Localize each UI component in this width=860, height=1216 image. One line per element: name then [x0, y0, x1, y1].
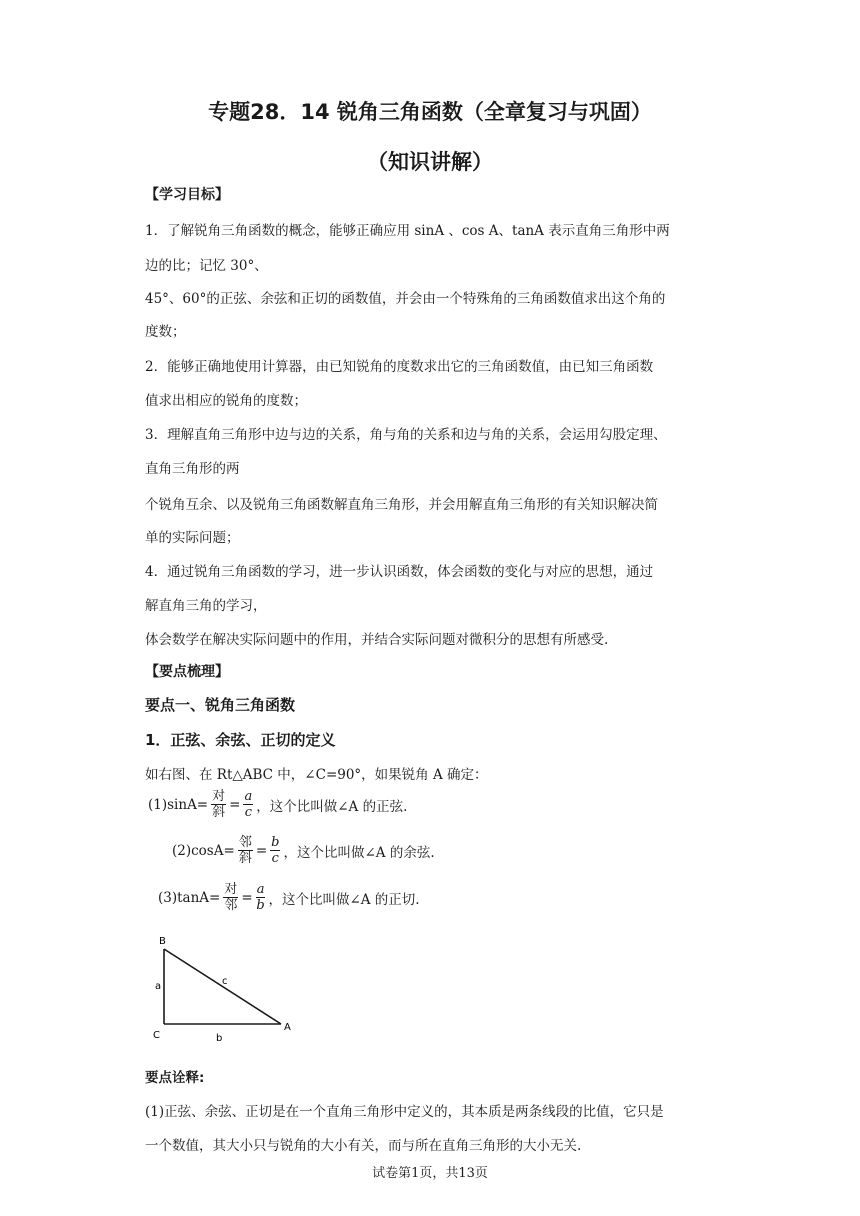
denominator: c	[271, 851, 279, 866]
objective-line: 体会数学在解决实际问题中的作用，并结合实际问题对微积分的思想有所感受.	[145, 632, 609, 648]
document-subtitle: （知识讲解）	[367, 150, 493, 174]
objective-line: 3．理解直角三角形中边与边的关系，角与角的关系和边与角的关系，会运用勾股定理、	[145, 427, 667, 443]
word-fraction	[238, 835, 253, 866]
numerator: 邻	[238, 835, 252, 850]
objectives-heading: 【学习目标】	[145, 187, 229, 203]
document-title: 专题28．14 锐角三角函数（全章复习与巩固）	[208, 100, 652, 124]
right-triangle-figure	[145, 930, 305, 1045]
numerator: b	[271, 835, 280, 850]
vertex-b-label: B	[159, 936, 166, 947]
numerator: a	[244, 789, 253, 804]
letter-fraction	[256, 882, 266, 913]
formula-prefix: (2)cosA=	[172, 842, 235, 859]
keypoint-1-heading: 要点一、锐角三角函数	[145, 696, 296, 714]
vertex-c-label: C	[153, 1030, 160, 1041]
denominator: 斜	[212, 805, 226, 820]
objective-line: 解直角三角的学习，	[145, 598, 267, 614]
equals-sign: =	[255, 842, 268, 859]
objective-line: 2．能够正确地使用计算器，由已知锐角的度数求出它的三角函数值，由已知三角函数	[145, 359, 654, 375]
side-c-label: c	[222, 976, 228, 987]
letter-fraction	[270, 835, 280, 866]
objective-line: 4．通过锐角三角函数的学习，进一步认识函数，体会函数的变化与对应的思想，通过	[145, 564, 654, 580]
vertex-a-label: A	[284, 1022, 291, 1033]
page-footer: 试卷第1页，共13页	[372, 1166, 488, 1181]
definition-intro: 如右图、在 Rt△ABC 中，∠C=90°，如果锐角 A 确定：	[145, 767, 488, 783]
denominator: 邻	[224, 898, 238, 913]
formula-suffix: ，这个比叫做∠A 的余弦.	[283, 844, 435, 861]
cosine-formula	[172, 835, 435, 866]
denominator: b	[256, 898, 265, 913]
formula-prefix: (3)tanA=	[158, 889, 221, 906]
tangent-formula	[158, 882, 420, 913]
objective-line: 直角三角形的两	[145, 461, 240, 477]
numerator: 对	[224, 882, 238, 897]
word-fraction	[223, 882, 238, 913]
denominator: 斜	[238, 851, 252, 866]
objective-line: 1．了解锐角三角函数的概念，能够正确应用 sinA 、cos A、tanA 表示直角三角形中两	[145, 223, 670, 239]
numerator: 对	[212, 789, 226, 804]
note-line: (1)正弦、余弦、正切是在一个直角三角形中定义的，其本质是两条线段的比值，它只是	[145, 1104, 664, 1120]
sine-formula	[148, 789, 407, 820]
notes-heading: 要点诠释:	[145, 1070, 205, 1086]
subsection-heading: 1．正弦、余弦、正切的定义	[145, 731, 336, 749]
numerator: a	[256, 882, 265, 897]
objective-line: 45°、60°的正弦、余弦和正切的函数值，并会由一个特殊角的三角函数值求出这个角的	[145, 291, 666, 307]
objective-line: 单的实际问题；	[145, 530, 240, 546]
formula-prefix: (1)sinA=	[148, 796, 209, 813]
equals-sign: =	[229, 796, 241, 813]
formula-suffix: ，这个比叫做∠A 的正弦.	[256, 798, 408, 815]
side-b-label: b	[216, 1033, 223, 1044]
denominator: c	[244, 805, 252, 820]
note-line: 一个数值，其大小只与锐角的大小有关，而与所在直角三角形的大小无关.	[145, 1138, 582, 1154]
side-a-label: a	[155, 981, 162, 992]
objective-line: 边的比；记忆 30°、	[145, 258, 268, 274]
word-fraction	[211, 789, 226, 820]
keypoints-heading: 【要点梳理】	[145, 664, 229, 680]
objective-line: 值求出相应的锐角的度数；	[145, 393, 307, 409]
objective-line: 个锐角互余、以及锐角三角函数解直角三角形，并会用解直角三角形的有关知识解决简	[145, 497, 658, 513]
formula-suffix: ，这个比叫做∠A 的正切.	[268, 891, 420, 908]
letter-fraction	[243, 789, 253, 820]
objective-line: 度数；	[145, 324, 186, 340]
equals-sign: =	[241, 889, 253, 906]
